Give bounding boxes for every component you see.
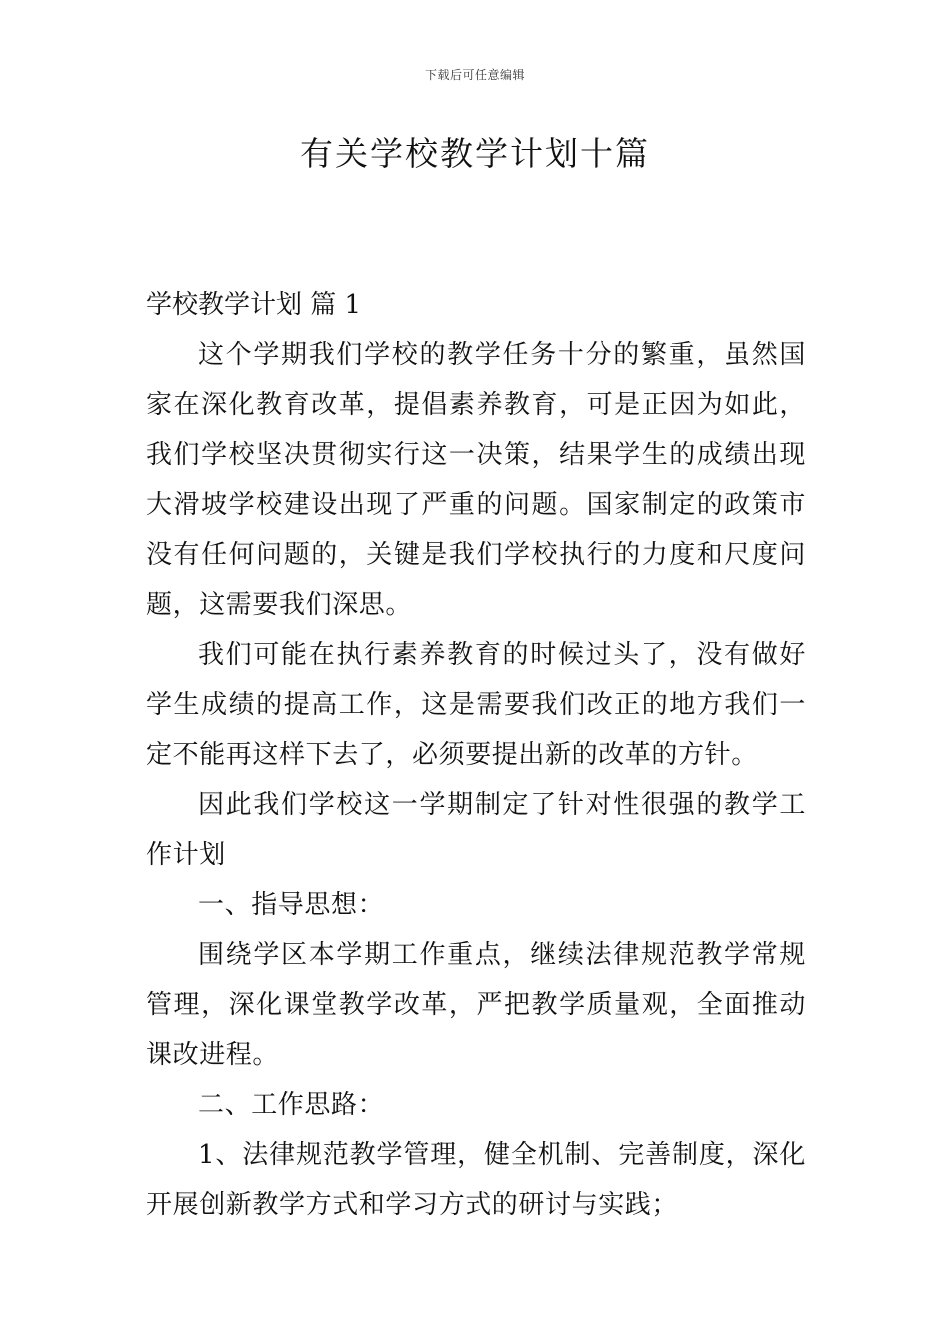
header-note: 下载后可任意编辑 [424, 68, 525, 82]
paragraph-guiding-ideology: 围绕学区本学期工作重点，继续法律规范教学常规管理，深化课堂教学改革，严把教学质量观，全面推动课改进程。 [146, 940, 806, 1070]
document-title: 有关学校教学计划十篇 [300, 134, 650, 173]
paragraph-work-item-1: 1、法律规范教学管理，健全机制、完善制度，深化开展创新教学方式和学习方式的研讨与实践； [146, 1140, 806, 1220]
paragraph-intro: 这个学期我们学校的教学任务十分的繁重，虽然国家在深化教育改革，提倡素养教育，可是正因为如此，我们学校坚决贯彻实行这一决策，结果学生的成绩出现大滑坡学校建设出现了严重的问题。国家制定的政策市没有任何问题的，关键是我们学校执行的力度和尺度问题，这需要我们深思。 [146, 340, 806, 620]
heading-work-approach: 二、工作思路： [198, 1090, 385, 1120]
paragraph-plan-intro: 因此我们学校这一学期制定了针对性很强的教学工作计划 [146, 790, 806, 870]
heading-guiding-ideology: 一、指导思想： [198, 890, 385, 920]
paragraph-reflection: 我们可能在执行素养教育的时候过头了，没有做好学生成绩的提高工作，这是需要我们改正的地方我们一定不能再这样下去了，必须要提出新的改革的方针。 [146, 640, 806, 770]
section-heading: 学校教学计划 篇 1 [146, 290, 362, 320]
document-body [146, 280, 806, 1230]
